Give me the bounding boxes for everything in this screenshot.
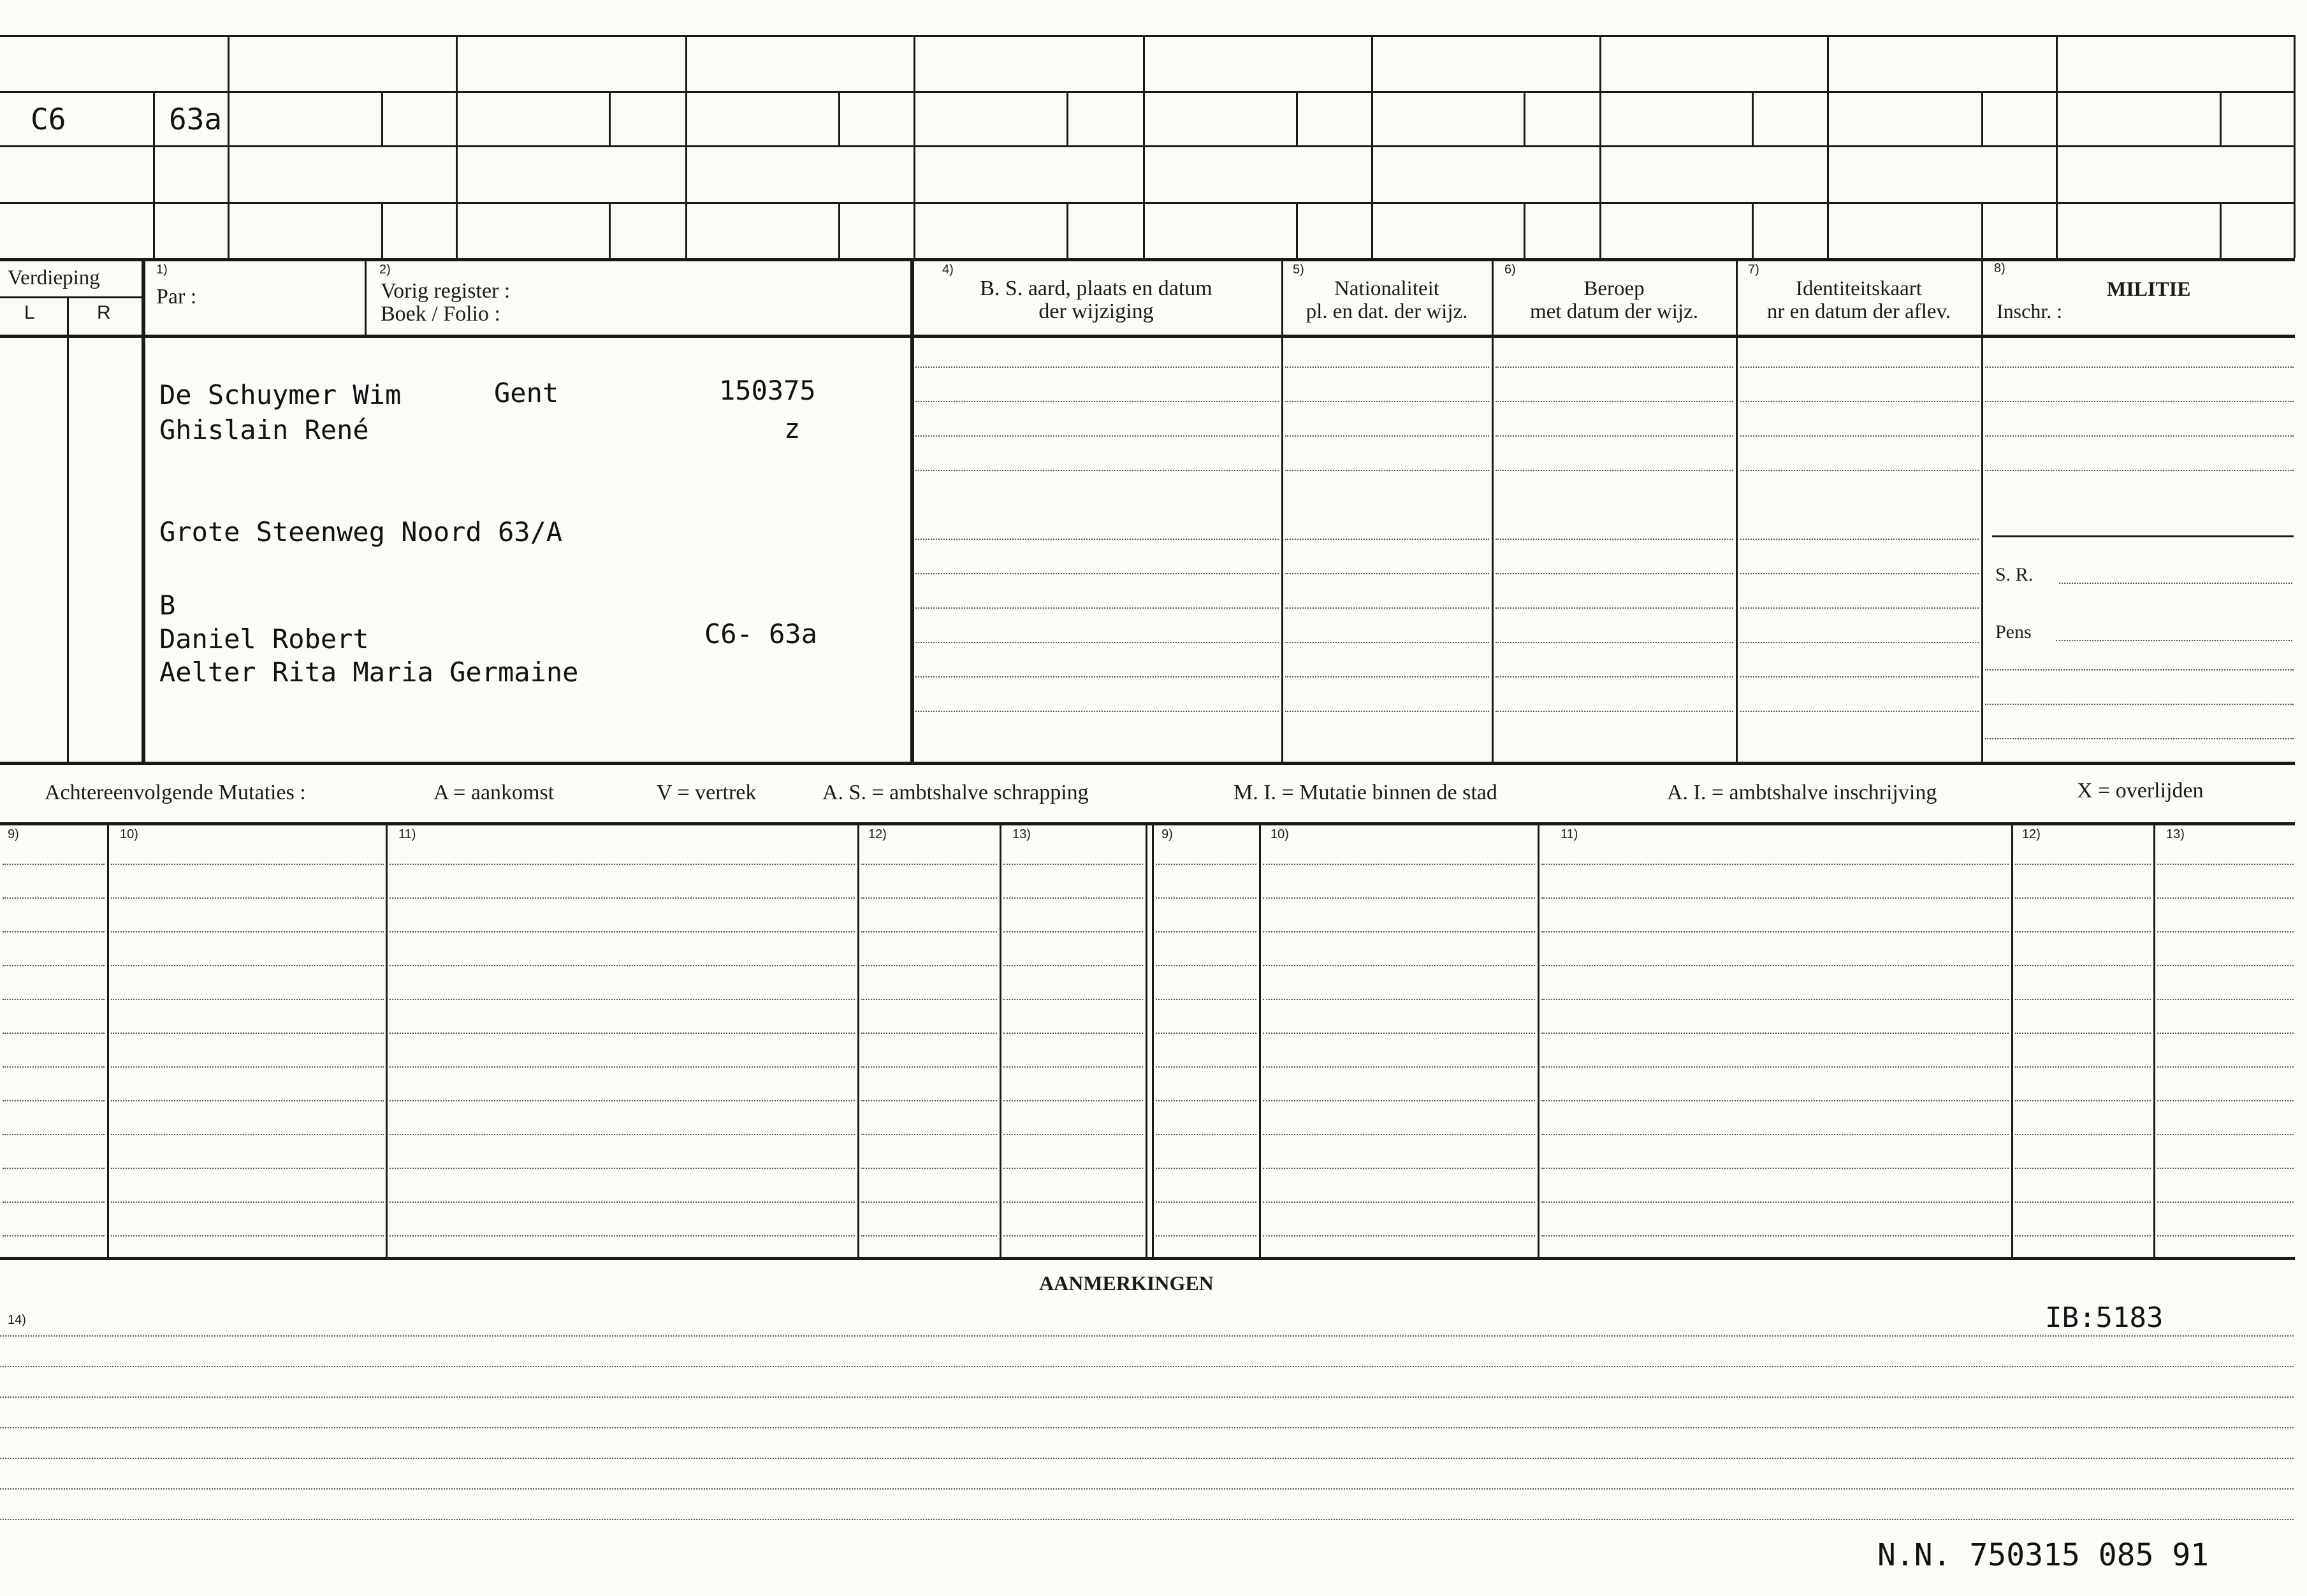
ruling-line (0, 1396, 2294, 1398)
vorig-register-label: Vorig register : (381, 279, 511, 303)
ruling-line (915, 366, 1279, 368)
ruling-line (861, 931, 997, 932)
col7-number: 7) (1748, 263, 1759, 277)
ruling-line (1003, 864, 1143, 865)
ruling-line (2157, 965, 2294, 966)
ruling-line (1541, 1134, 2009, 1135)
ruling-line (3, 1201, 105, 1203)
right-label: R (97, 302, 111, 323)
ruling-line (1263, 1033, 1535, 1034)
mut-col-13: 13) (1012, 827, 1031, 841)
ruling-line (111, 1100, 384, 1101)
ruling-line (3, 1066, 105, 1068)
ruling-line (2157, 1168, 2294, 1169)
ruling-line (1263, 1134, 1535, 1135)
ruling-line (915, 607, 1279, 609)
mut-col-10: 10) (120, 827, 138, 841)
top-cell-code: C6 (31, 102, 66, 136)
ruling-line (1285, 642, 1489, 643)
ruling-line (1285, 573, 1489, 574)
boek-folio-label: Boek / Folio : (381, 302, 500, 326)
ruling-line (1740, 539, 1979, 540)
ruling-line (389, 1066, 855, 1068)
inschr-label: Inschr. : (1997, 300, 2063, 323)
mut-col-9: 9) (8, 827, 19, 841)
legend-aankomst: A = aankomst (433, 781, 555, 804)
ruling-line (111, 864, 384, 865)
par-label: Par : (156, 285, 197, 308)
ruling-line (1740, 573, 1979, 574)
sex-marker: z (784, 413, 801, 444)
ruling-line (1285, 676, 1489, 678)
ruling-line (1003, 1235, 1143, 1237)
ruling-line (1985, 669, 2294, 671)
ruling-line (2015, 1235, 2151, 1237)
ruling-line (1985, 738, 2294, 739)
ruling-line (1496, 435, 1733, 437)
ruling-line (1541, 864, 2009, 865)
ruling-line (389, 897, 855, 899)
ruling-line (2015, 1100, 2151, 1101)
ruling-line (1263, 1066, 1535, 1068)
ruling-line (915, 676, 1279, 678)
ruling-line (1285, 470, 1489, 471)
ruling-line (1285, 366, 1489, 368)
ruling-line (1496, 711, 1733, 712)
ruling-line (0, 1458, 2294, 1459)
mut-col-9b: 9) (1161, 827, 1173, 841)
ruling-line (0, 1366, 2294, 1367)
mut-col-11b: 11) (1561, 827, 1578, 841)
ruling-line (1156, 864, 1256, 865)
mut-col-13b: 13) (2166, 827, 2185, 841)
ruling-line (2157, 1235, 2294, 1237)
mut-col-12b: 12) (2022, 827, 2041, 841)
ruling-line (389, 999, 855, 1000)
ruling-line (2157, 1100, 2294, 1101)
ruling-line (1496, 470, 1733, 471)
ruling-line (1740, 711, 1979, 712)
birth-place: Gent (494, 377, 559, 409)
ruling-line (2157, 1134, 2294, 1135)
ruling-line (1985, 704, 2294, 705)
ruling-line (0, 1335, 2294, 1337)
ruling-line (1156, 1134, 1256, 1135)
ruling-line (1541, 1066, 2009, 1068)
ruling-line (1541, 999, 2009, 1000)
ruling-line (2157, 1201, 2294, 1203)
ruling-line (1541, 1168, 2009, 1169)
ruling-line (111, 1201, 384, 1203)
ruling-line (1003, 931, 1143, 932)
ruling-line (1263, 999, 1535, 1000)
ruling-line (2157, 931, 2294, 932)
ruling-line (2157, 1033, 2294, 1034)
ruling-line (915, 401, 1279, 402)
ruling-line (3, 1235, 105, 1237)
ruling-line (0, 1427, 2294, 1428)
ruling-line (1541, 1100, 2009, 1101)
ruling-line (1985, 366, 2294, 368)
col6-number: 6) (1504, 263, 1516, 277)
verdieping-label: Verdieping (8, 266, 100, 289)
ruling-line (1003, 1134, 1143, 1135)
ruling-line (1740, 435, 1979, 437)
ruling-line (1003, 1066, 1143, 1068)
ruling-line (1985, 435, 2294, 437)
ruling-line (861, 1201, 997, 1203)
ruling-line (1263, 897, 1535, 899)
ruling-line (1156, 1235, 1256, 1237)
ruling-line (2015, 1201, 2151, 1203)
ruling-line (3, 999, 105, 1000)
militie-title: MILITIE (2107, 277, 2191, 300)
ruling-line (1740, 366, 1979, 368)
col5-number: 5) (1293, 263, 1304, 277)
ruling-line (2015, 864, 2151, 865)
ruling-line (1285, 607, 1489, 609)
ruling-line (389, 1033, 855, 1034)
ruling-line (1541, 1235, 2009, 1237)
ruling-line (389, 1235, 855, 1237)
legend-overlijden: X = overlijden (2077, 779, 2204, 802)
sr-label: S. R. (1995, 564, 2034, 585)
col4-header-line2: der wijziging (1038, 300, 1154, 323)
ruling-line (1156, 1033, 1256, 1034)
ruling-line (2015, 965, 2151, 966)
ruling-line (2015, 1168, 2151, 1169)
ruling-line (1740, 470, 1979, 471)
ruling-line (1003, 999, 1143, 1000)
ruling-line (389, 864, 855, 865)
ruling-line (3, 1134, 105, 1135)
ruling-line (3, 1168, 105, 1169)
ruling-line (1496, 366, 1733, 368)
ruling-line (915, 573, 1279, 574)
ruling-line (1740, 676, 1979, 678)
ruling-line (389, 965, 855, 966)
ruling-line (915, 711, 1279, 712)
ruling-line (1496, 642, 1733, 643)
mutaties-title: Achtereenvolgende Mutaties : (45, 781, 306, 804)
ruling-line (1541, 965, 2009, 966)
ruling-line (3, 864, 105, 865)
top-cell-number: 63a (169, 102, 222, 136)
ruling-line (2157, 1066, 2294, 1068)
ruling-line (2015, 999, 2151, 1000)
ruling-line (1496, 607, 1733, 609)
ruling-line (861, 1066, 997, 1068)
ruling-line (3, 965, 105, 966)
ruling-line (915, 470, 1279, 471)
ruling-line (2157, 999, 2294, 1000)
ruling-line (389, 1168, 855, 1169)
reference-code: C6- 63a (704, 618, 818, 649)
ruling-line (861, 897, 997, 899)
ruling-line (389, 1201, 855, 1203)
ruling-line (1003, 1168, 1143, 1169)
ruling-line (1263, 1201, 1535, 1203)
ruling-line (2157, 864, 2294, 865)
col5-header-line2: pl. en dat. der wijz. (1306, 300, 1468, 323)
legend-ambtshalve-inschrijving: A. I. = ambtshalve inschrijving (1667, 781, 1937, 804)
ruling-line (915, 435, 1279, 437)
ruling-line (1156, 1168, 1256, 1169)
ruling-line (1541, 931, 2009, 932)
ruling-line (861, 1168, 997, 1169)
ruling-line (2015, 1033, 2151, 1034)
ruling-line (111, 897, 384, 899)
ruling-line (1263, 1168, 1535, 1169)
ruling-line (2015, 931, 2151, 932)
person-name: De Schuymer Wim (159, 379, 402, 410)
legend-mutatie-binnen-stad: M. I. = Mutatie binnen de stad (1234, 781, 1497, 804)
address: Grote Steenweg Noord 63/A (159, 516, 563, 548)
ruling-line (1985, 470, 2294, 471)
ruling-line (2015, 1134, 2151, 1135)
col4-header-line1: B. S. aard, plaats en datum (980, 277, 1212, 300)
ruling-line (1496, 401, 1733, 402)
ruling-line (1263, 1100, 1535, 1101)
mut-col-11: 11) (398, 827, 416, 841)
ruling-line (1740, 401, 1979, 402)
ruling-line (1496, 676, 1733, 678)
legend-ambtshalve-schrapping: A. S. = ambtshalve schrapping (822, 781, 1089, 804)
ib-number: IB:5183 (2045, 1302, 2164, 1334)
person-given-names: Ghislain René (159, 414, 369, 446)
ruling-line (861, 1033, 997, 1034)
ruling-line (1285, 711, 1489, 712)
col7-header-line2: nr en datum der aflev. (1766, 300, 1951, 323)
ruling-line (111, 1168, 384, 1169)
ruling-line (1003, 1033, 1143, 1034)
col2-number: 2) (379, 263, 391, 277)
col1-number: 1) (156, 263, 168, 277)
ruling-line (861, 1100, 997, 1101)
ruling-line (1285, 435, 1489, 437)
mut-col-10b: 10) (1270, 827, 1289, 841)
remarks-number: 14) (8, 1313, 26, 1327)
ruling-line (111, 1134, 384, 1135)
ruling-line (1740, 642, 1979, 643)
ruling-line (861, 1235, 997, 1237)
parent2-name: Aelter Rita Maria Germaine (159, 657, 579, 688)
ruling-line (389, 1100, 855, 1101)
remarks-title: AANMERKINGEN (1039, 1272, 1214, 1295)
ruling-line (1541, 1201, 2009, 1203)
ruling-line (3, 1100, 105, 1101)
ruling-line (3, 1033, 105, 1034)
ruling-line (1156, 931, 1256, 932)
ruling-line (3, 931, 105, 932)
section-letter: B (159, 590, 176, 621)
ruling-line (0, 1519, 2294, 1520)
col4-number: 4) (942, 263, 954, 277)
ruling-line (2015, 1066, 2151, 1068)
ruling-line (861, 1134, 997, 1135)
ruling-line (1541, 897, 2009, 899)
ruling-line (111, 1235, 384, 1237)
ruling-line (1003, 1100, 1143, 1101)
ruling-line (0, 1488, 2294, 1490)
left-label: L (24, 302, 35, 323)
ruling-line (3, 897, 105, 899)
ruling-line (861, 864, 997, 865)
ruling-line (2157, 897, 2294, 899)
ruling-line (1985, 401, 2294, 402)
ruling-line (1496, 573, 1733, 574)
ruling-line (389, 931, 855, 932)
ruling-line (1285, 539, 1489, 540)
ruling-line (1496, 539, 1733, 540)
ruling-line (1541, 1033, 2009, 1034)
ruling-line (111, 1066, 384, 1068)
birth-date: 150375 (719, 375, 816, 406)
parent1-name: Daniel Robert (159, 623, 369, 655)
national-number: N.N. 750315 085 91 (1877, 1537, 2209, 1573)
col6-header-line2: met datum der wijz. (1530, 300, 1698, 323)
ruling-line (1285, 401, 1489, 402)
ruling-line (111, 965, 384, 966)
ruling-line (1156, 1201, 1256, 1203)
ruling-line (1263, 1235, 1535, 1237)
legend-vertrek: V = vertrek (657, 781, 757, 804)
ruling-line (1263, 864, 1535, 865)
ruling-line (1156, 999, 1256, 1000)
ruling-line (1156, 897, 1256, 899)
ruling-line (915, 642, 1279, 643)
ruling-line (861, 965, 997, 966)
ruling-line (1263, 965, 1535, 966)
ruling-line (2015, 897, 2151, 899)
ruling-line (1263, 931, 1535, 932)
ruling-line (915, 539, 1279, 540)
ruling-line (1003, 897, 1143, 899)
col7-header-line1: Identiteitskaart (1796, 277, 1922, 300)
mut-col-12: 12) (868, 827, 887, 841)
col6-header-line1: Beroep (1583, 277, 1645, 300)
ruling-line (111, 1033, 384, 1034)
col5-header-line1: Nationaliteit (1334, 277, 1439, 300)
ruling-line (111, 999, 384, 1000)
ruling-line (1740, 607, 1979, 609)
ruling-line (1156, 965, 1256, 966)
ruling-line (389, 1134, 855, 1135)
pens-label: Pens (1995, 621, 2032, 642)
ruling-line (1156, 1100, 1256, 1101)
ruling-line (1003, 1201, 1143, 1203)
col8-number: 8) (1994, 261, 2005, 275)
ruling-line (111, 931, 384, 932)
ruling-line (861, 999, 997, 1000)
ruling-line (1156, 1066, 1256, 1068)
ruling-line (1003, 965, 1143, 966)
